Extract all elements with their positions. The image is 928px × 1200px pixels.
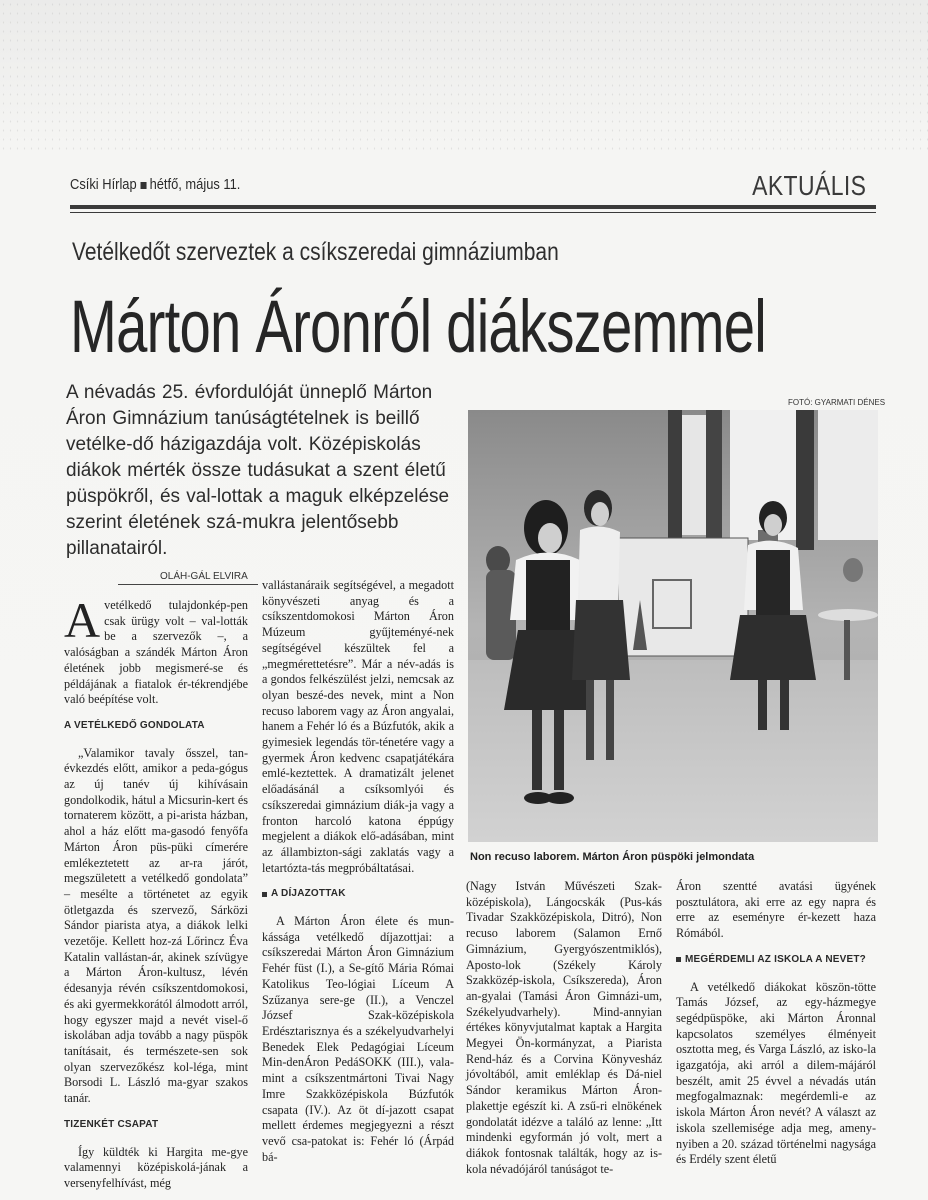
issue-date: hétfő, május 11. xyxy=(149,176,241,193)
intro-paragraph: vetélkedő tulajdonkép-pen csak ürügy volt – val-lották be a szervezők –, a valóságban a szándék Márton Áron életének jobb megismeré-se és példájának a fiatalok ér-tékrendjébe való beépítése volt. xyxy=(64,598,248,707)
byline-rule xyxy=(118,584,258,585)
photo-credit: FOTÓ: GYARMATI DÉNES xyxy=(788,398,886,407)
paragraph: „Valamikor tavaly ősszel, tan-évkezdés előtt, amikor a peda-gógus az új tanév új kihívásain gondolkodik, hátul a Micsurin-kert és tornaterem között, a pi-arista házban, ahol a ház előtt ma-gasodó fenyőfa Márton Áron püs-püki címerére emlékeztetett az ar-ra járót, megszületett a vetélkedő gondolata” – mesélte a történetet az egyik ötletgazda és szervező, Sárközi Sándor piarista atya, a diákok lelki vezetője. Kellett hoz-zá Lőrincz Éva Katalin vallástan-ár, akinek szívügye a Márton Áron-kultusz, lévén édesanyja révén csíkszentdomokosi, és aki gyermekkorától álmodott arról, hogy egyszer majd a nevét visel-ő iskolában adja tovább a nagy püspök tanításait, és természete-sen sok olyan szervezőkész kol-léga, mint Borsodi L. László ma-gyar szakos tanár. xyxy=(64,745,248,1106)
subhead-deserves-name xyxy=(676,952,876,968)
square-bullet-icon xyxy=(262,892,267,897)
paragraph: vallástanáraik segítségével, a megadott könyvészeti anyag és a csíkszentdomokosi Márton Áron Múzeum gyűjteményé-nek segítségével készültek fel a „megmérettetésre”. Már a név-adás is a gondos felkészülést jelzi, nemcsak az olyan beszé-des nevek, mint a Non recuso laborem vagy az Áron angyalai, hanem a Fehér ló és a Búzfutók, akik a gyimesiek legendás tör-ténetére vagy a gyermek Áron kedvenc csapatjátékára emlé-keztettek. A dramatizált jelenet előadásánál a csíksomlyói és csíkszeredai gimnázium diák-ja vagy a fronton harcoló katona éppúgy megjelent a diákok elő-adásában, mint az állambizton-sági zaklatás vagy a letartózta-tás megpróbáltatásai. xyxy=(262,578,454,875)
article-column-3 xyxy=(466,879,662,1177)
paragraph: (Nagy István Művészeti Szak-középiskola), Lángocskák (Pus-kás Tivadar Szakközépiskola, Ditró), Non recuso laborem (Salamon Ernő Gimnázium, Gyergyószentmiklós), Aposto-lok (Székely Károly Szakközép-iskola, Csíkszereda), Áron an-gyalai (Tamási Áron Gimnázi-um, Székelyudvarhely). Mind-annyian értékes könyvjutalmat kaptak a Hargita Megyei Ön-kormányzat, a Piarista Rend-ház és a Corvina Könyvesház jóvoltából, amit emléklap és Dá-niel Sándor keramikus Márton Áron-plakettje egészít ki. A zsű-ri elnökének gondolatát idézve a találó az lenne: „Itt mindenki egyformán jó volt, mert a diákok fontosnak találták, hogy az is-kola névadójáról tanúságot te- xyxy=(466,879,662,1176)
byline: OLÁH-GÁL ELVIRA xyxy=(160,571,248,582)
separator-square-icon xyxy=(140,182,146,189)
subhead-winners xyxy=(262,886,454,902)
photo-caption: Non recuso laborem. Márton Áron püspöki jelmondata xyxy=(470,851,755,863)
dropcap: A xyxy=(64,592,101,648)
article-kicker: Vetélkedőt szerveztek a csíkszeredai gimnáziumban xyxy=(72,238,559,266)
subhead-idea xyxy=(64,718,248,734)
article-column-2 xyxy=(262,578,454,1165)
article-lead: A névadás 25. évfordulóját ünneplő Márton Áron Gimnázium tanúságtételnek is beillő vetélke-dő házigazdája volt. Középiskolás diákok mérték össze tudásukat a szent életű püspökről, és val-lottak a maguk elképzelése szerint életének szá-mukra jelentősebb pillanatairól. xyxy=(66,382,450,559)
paper-masthead xyxy=(70,176,240,193)
subhead-text: MEGÉRDEMLI AZ ISKOLA A NEVET? xyxy=(685,953,866,965)
subhead-text: A VETÉLKEDŐ GONDOLATA xyxy=(64,719,205,731)
article-photo xyxy=(468,410,878,842)
subhead-text: TIZENKÉT CSAPAT xyxy=(64,1118,159,1130)
paragraph: A Márton Áron élete és mun-kássága vetélkedő díjazottjai: a csíkszeredai Márton Áron Gimnázium Fehér füst (I.), a Se-gítő Mária Római Katolikus Teo-lógiai Líceum A Szűzanya sere-ge (II.), a Venczel József Szak-középiskola Erdésztarisznya és a székelyudvarhelyi Benedek Elek Pedagógiai Líceum Min-denÁron PedáSOKK (III.), vala-mint a csíkszentmártoni Tivai Nagy Imre Szakközépiskola Búzfutók csapata (IV.). Az öt dí-jazott csapat mellett érdemes megjegyezni a részt vevő csa-patokat is: Fehér ló (Árpád bá- xyxy=(262,914,454,1164)
subhead-text: A DÍJAZOTTAK xyxy=(271,888,346,900)
paragraph: Így küldték ki Hargita me-gye valamennyi középiskolá-jának a versenyfelhívást, még xyxy=(64,1144,248,1190)
scan-texture xyxy=(0,0,928,150)
article-column-1 xyxy=(64,592,248,1192)
paragraph: A vetélkedő diákokat köszön-tötte Tamás József, az egy-házmegye segédpüspöke, aki Márton Áronnal kapcsolatos személyes élményeit osztotta meg, és Varga László, az isko-la igazgatója, aki arról a dilem-májáról beszélt, amit 25 évvel a névadás után megfogalmaznak: megérdemli-e az iskola Márton Áron nevét? A választ az iskola szellemisége adja meg, ameny-nyiben a 20. század történelmi nagysága és Erdély szent életű xyxy=(676,979,876,1167)
square-bullet-icon xyxy=(676,957,681,962)
header-rule xyxy=(70,205,876,209)
subhead-teams xyxy=(64,1117,248,1133)
photo-illustration xyxy=(468,410,878,842)
paper-name: Csíki Hírlap xyxy=(70,176,137,193)
article-column-4 xyxy=(676,879,876,1168)
paragraph: Áron szentté avatási ügyének posztulátora, aki erre az egy napra és erre az eseményre ér-kezett haza Rómából. xyxy=(676,879,876,941)
header-rule-thin xyxy=(70,212,876,213)
section-label: AKTUÁLIS xyxy=(751,170,866,201)
article-headline: Márton Áronról diákszemmel xyxy=(70,285,766,368)
